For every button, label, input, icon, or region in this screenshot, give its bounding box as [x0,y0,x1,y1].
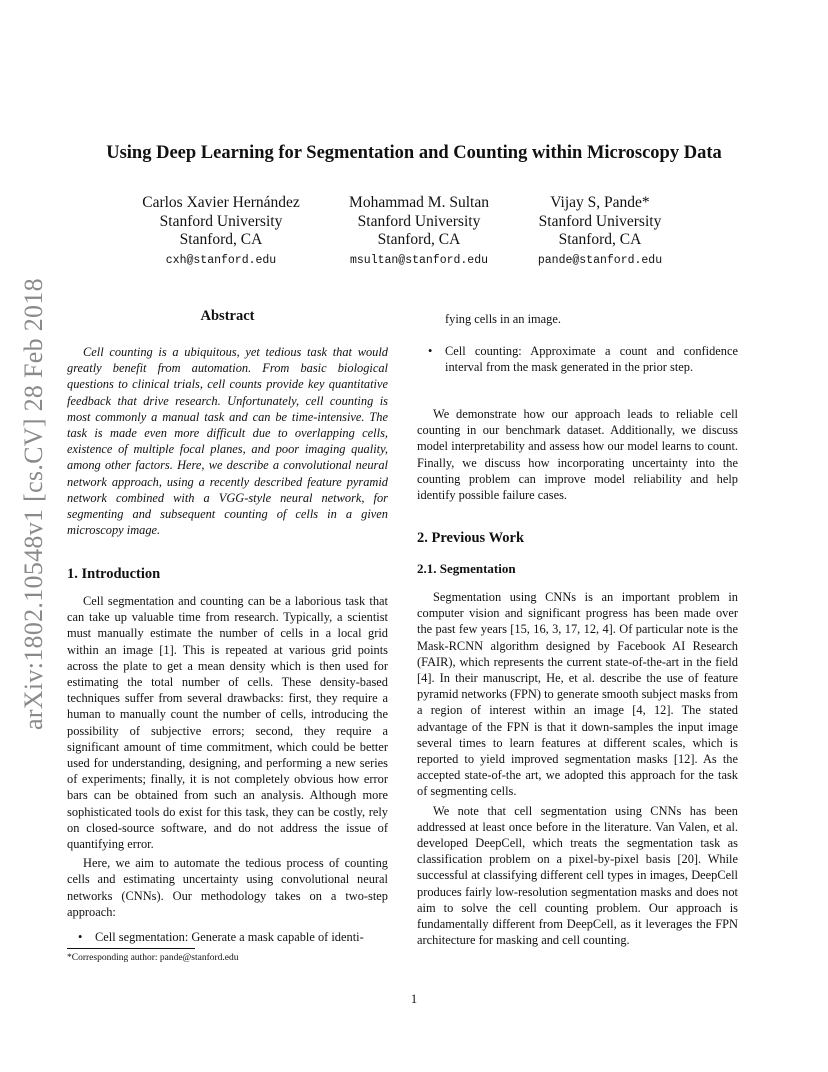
author-affiliation: Stanford University [159,212,283,230]
bullet-cell-counting [428,343,738,375]
author-email: pande@stanford.edu [537,253,663,267]
author-3 [480,194,720,269]
paper-title: Using Deep Learning for Segmentation and Counting within Microscopy Data [106,143,722,163]
bullet-text: Cell segmentation: Generate a mask capable of identi- [95,930,364,944]
bullet-continuation: fying cells in an image. [445,312,561,326]
abstract-text [67,344,388,538]
segmentation-paragraph-1: Segmentation using CNNs is an important problem in computer vision and significant progress has been made over the past few years [15, 16, 3, 17, 12, 4]. Of particular note is the Mask-RCNN algorithm designed by Facebook AI Research (FAIR), which represents the current state-of-the-art in the field [4]. In their manuscript, He, et al. describe the use of feature pyramid networks (FPN) to generate smooth subject masks from a region of interest within an image [4, 12]. The stated advantage of the FPN is that it down-samples the input image several times to learn features at different scales, which is reported to yield improved segmentation masks [12]. As the accepted state-of-the art, we adopted this approach for the task of segmenting cells. [417,590,738,799]
footnote-rule [67,948,195,949]
previous-work-heading: 2. Previous Work [417,530,525,546]
author-name: Mohammad M. Sultan [349,194,489,211]
author-location: Stanford, CA [558,231,642,248]
author-email: msultan@stanford.edu [349,253,489,267]
bullet-text: Cell counting: Approximate a count and confidence interval from the mask generated in the prior step. [445,344,738,375]
segmentation-subheading: 2.1. Segmentation [417,561,516,576]
paragraph: We demonstrate how our approach leads to reliable cell counting in our benchmark dataset. Additionally, we discuss model interpretability and assess how our model learns to count. Finally, we discuss how incorporating uncertainty into the counting problem can improve model reliability and help identify possible failure cases. [417,407,738,503]
abstract-heading: Abstract [200,308,255,324]
author-location: Stanford, CA [377,231,461,248]
segmentation-body [417,589,738,948]
arxiv-stamp: arXiv:1802.10548v1 [cs.CV] 28 Feb 2018 [19,278,48,730]
intro-body [67,593,388,920]
page-number: 1 [410,992,418,1006]
author-email: cxh@stanford.edu [165,253,277,267]
bullet-cell-segmentation [78,929,388,945]
abstract-paragraph: Cell counting is a ubiquitous, yet tedious task that would greatly benefit from automation. From basic biological questions to clinical trials, cell counts provide key quantitative feedback that drive research. Unfortunately, cell counting is most commonly a manual task and can be time-intensive. The task is made even more difficult due to overlapping cells, existence of multiple focal planes, and poor imaging quality, among other factors. Here, we describe a convolutional neural network approach, using a recently described feature pyramid network combined with a VGG-style neural network, for segmenting and subsequent counting of cells in a given microscopy image. [67,345,388,538]
author-block [0,194,828,274]
author-affiliation: Stanford University [357,212,481,230]
intro-heading: 1. Introduction [67,566,161,582]
author-location: Stanford, CA [179,231,263,248]
author-affiliation: Stanford University [538,212,662,230]
author-name: Vijay S, Pande* [550,194,650,211]
segmentation-paragraph-2: We note that cell segmentation using CNNs has been addressed at least once before in the literature. Van Valen, et al. developed DeepCell, which treats the segmentation task as classification problem on a pixel-by-pixel basis [20]. While successful at classifying different cell types in images, DeepCell produces fairly low-resolution segmentation masks and does not aim to solve the cell counting problem. Our approach is fundamentally different from DeepCell, as it leverages the FPN architecture for masking and cell counting. [417,803,738,948]
right-paragraph-1 [417,406,738,503]
bullet-dot-icon: • [428,344,433,358]
intro-paragraph-1: Cell segmentation and counting can be a laborious task that can take up valuable time from research. Typically, a scientist must manually estimate the number of cells in a local grid within an image [1]. This is repeated at various grid points across the plate to get a mean density which is then used for estimating the total number of cells. These density-based techniques suffer from several drawbacks: first, they require a human to manually count the number of cells, introducing the possibility of subjective errors; second, they require a significant amount of time commitment, which could be better used for understanding, designing, and performing a new series of experiments; finally, it is not completely obvious how error bars can be obtained from such an analysis. Although more sophisticated tools do exist for this task, they can be costly, rely on closed-source software, and do not address the issue of quantifying error. [67,594,388,852]
bullet-dot-icon: • [78,930,83,944]
intro-paragraph-2: Here, we aim to automate the tedious process of counting cells and estimating uncertainty using convolutional neural networks (CNNs). Our methodology takes on a two-step approach: [67,856,388,919]
author-name: Carlos Xavier Hernández [142,194,300,211]
footnote: *Corresponding author: pande@stanford.edu [67,953,239,963]
